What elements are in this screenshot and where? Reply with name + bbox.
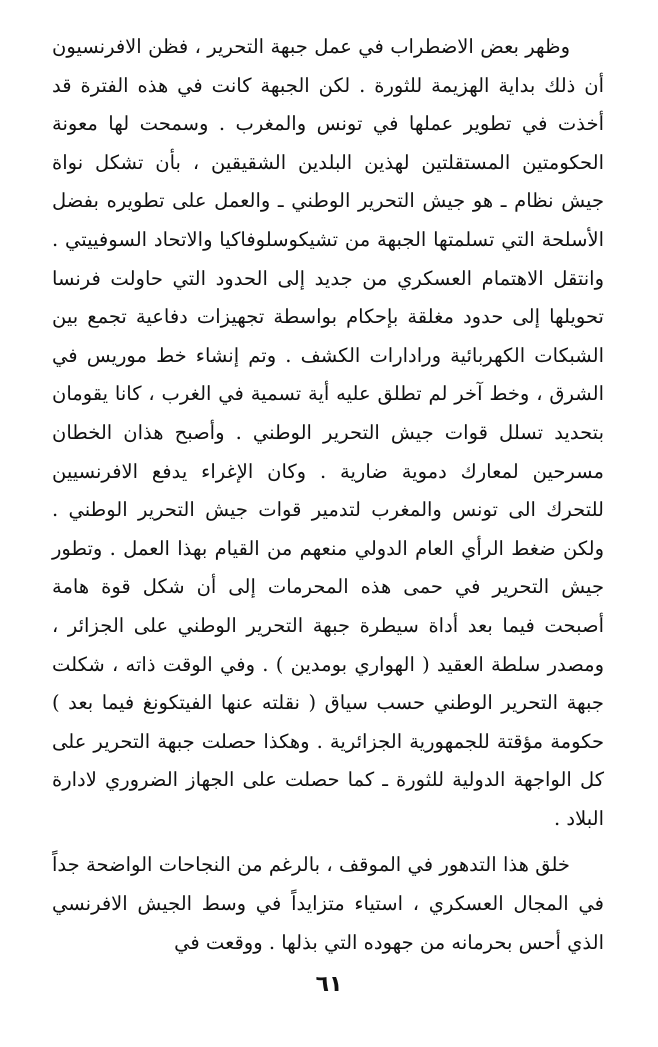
paragraph-2: خلق هذا التدهور في الموقف ، بالرغم من النجاحات الواضحة جداً في المجال العسكري ، استياء متزايداً في وسط الجيش الافرنسي الذي أحس بحرمانه من جهوده التي بذلها . ووقعت في <box>52 853 604 954</box>
body-text <box>52 28 604 962</box>
page-number: ٦١ <box>315 972 343 997</box>
paragraph-1: وظهر بعض الاضطراب في عمل جبهة التحرير ، فظن الافرنسيون أن ذلك بداية الهزيمة للثورة . لكن الجبهة كانت في هذه الفترة قد أخذت في تطوير عملها في تونس والمغرب . وسمحت لها معونة الحكومتين المستقلتين لهذين البلدين الشقيقين ، بأن تشكل نواة جيش نظام ـ هو جيش التحرير الوطني ـ والعمل على تطويره بفضل الأسلحة التي تسلمتها الجبهة من تشيكوسلوفاكيا والاتحاد السوفييتي . وانتقل الاهتمام العسكري من جديد إلى الحدود التي حاولت فرنسا تحويلها إلى حدود مغلقة بإحكام بواسطة تجهيزات دفاعية تجمع بين الشبكات الكهربائية ورادارات الكشف . وتم إنشاء خط موريس في الشرق ، وخط آخر لم تطلق عليه أية تسمية في الغرب ، كانا يقومان بتحديد تسلل قوات جيش التحرير الوطني . وأصبح هذان الخطان مسرحين لمعارك دموية ضارية . وكان الإغراء يدفع الافرنسيين للتحرك الى تونس والمغرب لتدمير قوات جيش التحرير الوطني . ولكن ضغط الرأي العام الدولي منعهم من القيام بهذا العمل . وتطور جيش التحرير في حمى هذه المحرمات إلى أن شكل قوة هامة أصبحت فيما بعد أداة سيطرة جبهة التحرير الوطني على الجزائر ، ومصدر سلطة العقيد ( الهواري بومدين ) . وفي الوقت ذاته ، شكلت جبهة التحرير الوطني حسب سياق ( نقلته عنها الفيتكونغ فيما بعد ) حكومة مؤقتة للجمهورية الجزائرية . وهكذا حصلت جبهة التحرير على كل الواجهة الدولية للثورة ـ كما حصلت على الجهاز الضروري لادارة البلاد . <box>52 35 604 830</box>
